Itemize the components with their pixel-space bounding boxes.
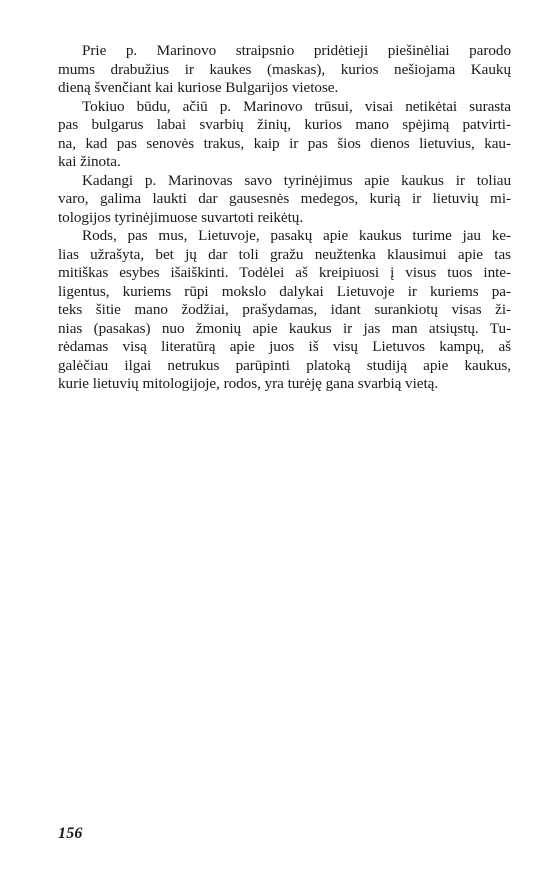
paragraph-3 (58, 172, 511, 228)
text-line: Prie p. Marinovo straipsnio pridėtieji piešinėliai parodo (82, 42, 511, 59)
text-line: na, kad pas senovės trakus, kaip ir pas šios dienos lietuvius, kau- (58, 134, 511, 152)
text-line: teks šitie mano žodžiai, prašydamas, idant surankiotų visas ži- (58, 301, 511, 318)
paragraph-2 (58, 98, 511, 172)
text-line: mitiškas esybes išaiškinti. Todėlei aš kreipiuosi į visus tuos inte- (58, 264, 511, 281)
text-line: Rods, pas mus, Lietuvoje, pasakų apie kaukus turime jau ke- (82, 227, 511, 244)
text-line: galėčiau ilgai netrukus parūpinti platoką studiją apie kaukus, (58, 356, 511, 374)
text-line: Tokiuo būdu, ačiū p. Marinovo trūsui, visai netikėtai surasta (82, 97, 511, 115)
text-line: kurie lietuvių mitologijoje, rodos, yra turėję gana svarbią vietą. (58, 375, 439, 392)
text-line: pas bulgarus labai svarbių žinių, kurios mano spėjimą patvirti- (58, 116, 511, 133)
text-line: ligentus, kuriems rūpi mokslo dalykai Lietuvoje ir kuriems pa- (58, 282, 511, 300)
text-line: kai žinota. (58, 153, 121, 170)
text-line: Kadangi p. Marinovas savo tyrinėjimus apie kaukus ir toliau (82, 171, 511, 189)
text-line: dieną švenčiant kai kuriose Bulgarijos vietose. (58, 79, 339, 96)
text-line: nias (pasakas) nuo žmonių apie kaukus ir jas man atsiųstų. Tu- (58, 319, 511, 337)
text-line: tologijos tyrinėjimuose suvartoti reikėtų. (58, 208, 304, 226)
text-line: rėdamas visą literatūrą apie juos iš visų Lietuvos kampų, aš (58, 338, 511, 355)
text-line: varo, galima laukti dar gausesnės medegos, kurią ir lietuvių mi- (58, 190, 511, 207)
paragraph-1 (58, 42, 511, 98)
text-line: lias užrašyta, bet jų dar toli gražu neužtenka klausimui apie tas (58, 245, 511, 263)
page-body (58, 42, 511, 394)
page-number: 156 (58, 825, 83, 842)
text-line: mums drabužius ir kaukes (maskas), kurios nešiojama Kaukų (58, 60, 511, 78)
paragraph-4 (58, 227, 511, 394)
